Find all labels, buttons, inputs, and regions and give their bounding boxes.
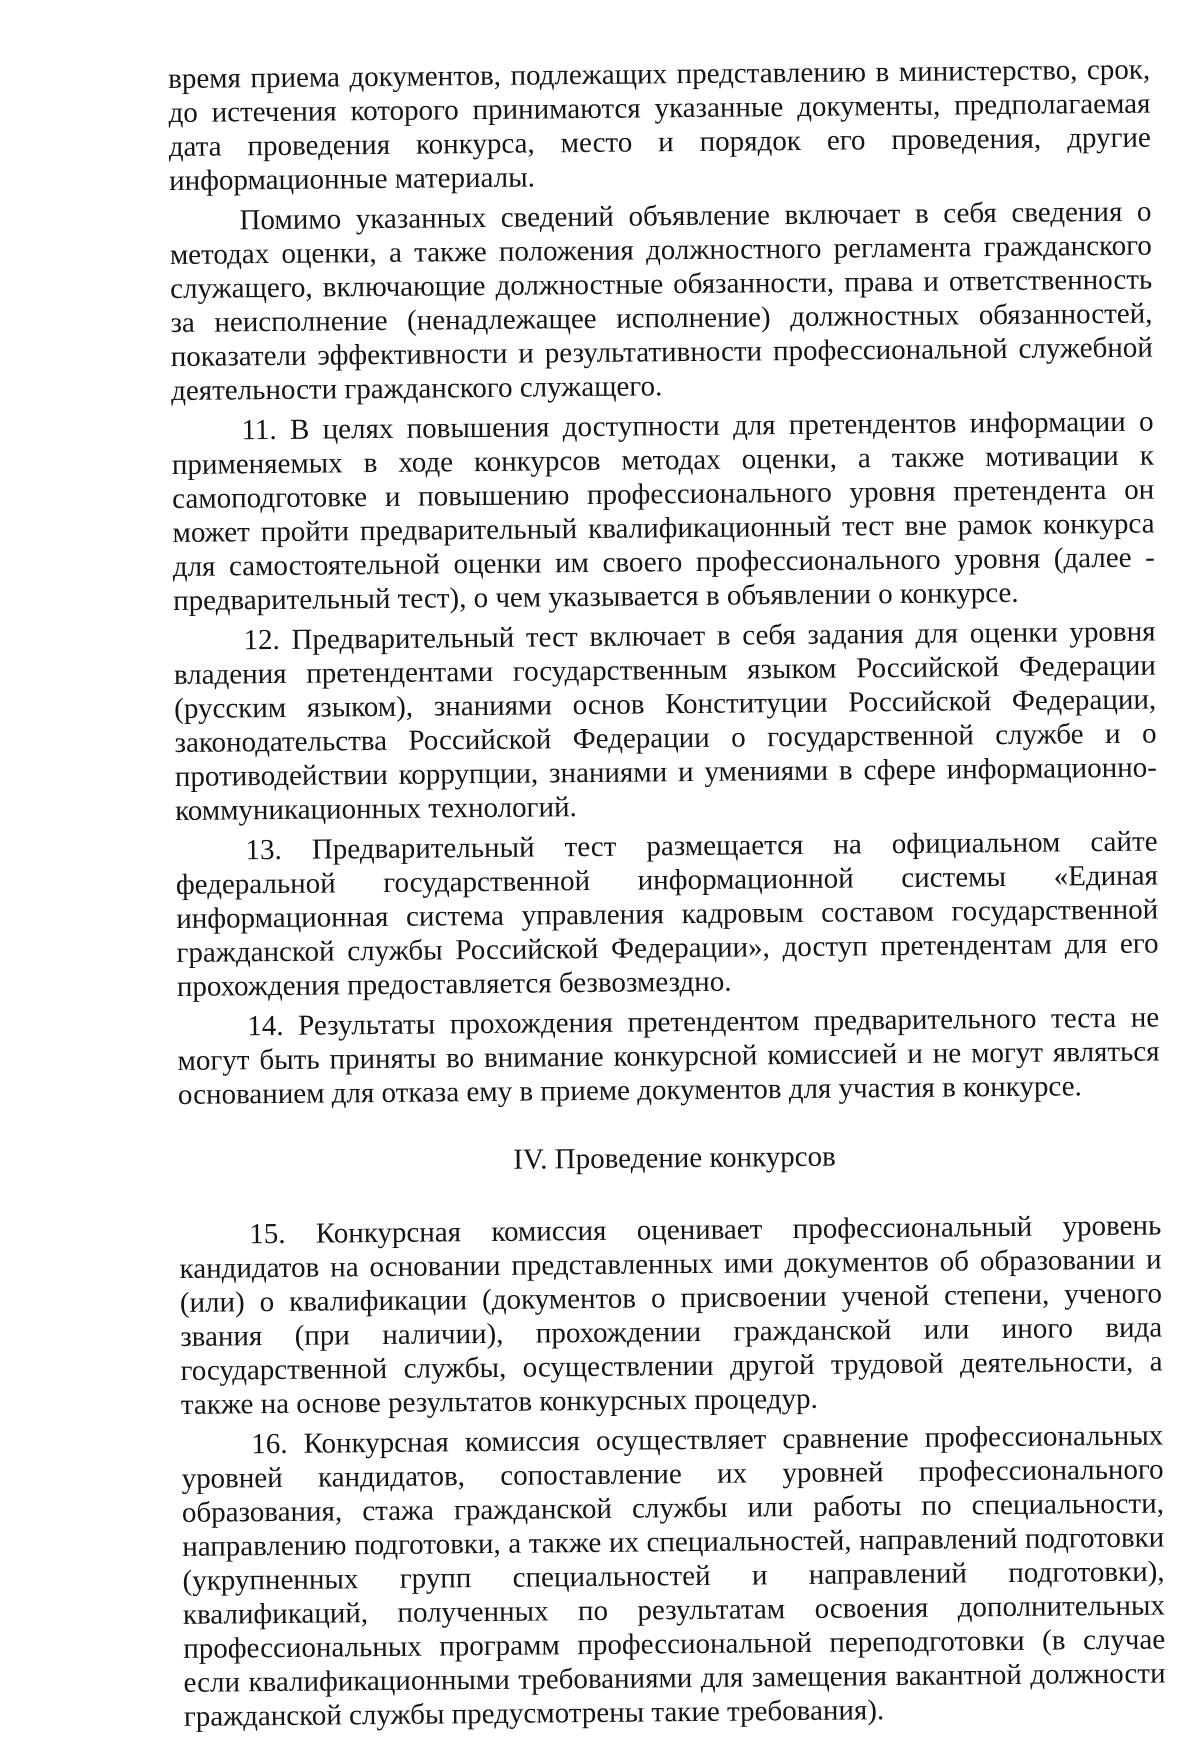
paragraph-announcement-details: время приема документов, подлежащих представлению в министерство, срок, до истечения которого принимаются указанные документы, предполагаемая дата проведения конкурса, место и порядок его проведения, другие информационные материалы. — [168, 53, 1151, 197]
paragraph-13: 13. Предварительный тест размещается на официальном сайте федеральной государственной информационной системы «Единая информационная система управления кадровым составом государственной гражданской службы Российской Федерации», доступ претендентам для его прохождения предоставляется безвозмездно. — [175, 825, 1159, 1003]
paragraph-16: 16. Конкурсная комиссия осуществляет сравнение профессиональных уровней кандидатов, сопоставление их уровней профессионального образования, стажа гражданской службы или работы по специальности, направлению подготовки, а также их специальностей, направлений подготовки (укрупненных групп специальностей и направлений подготовки), квалификаций, полученных по результатам освоения дополнительных профессиональных программ профессиональной переподготовки (в случае если квалификационными требованиями для замещения вакантной должности гражданской службы предусмотрены такие требования). — [181, 1419, 1166, 1733]
paragraph-evaluation-methods: Помимо указанных сведений объявление включает в себя сведения о методах оценки, а также положения должностного регламента гражданского служащего, включающие должностные обязанности, права и ответственность за неисполнение (ненадлежащее исполнение) должностных обязанностей, показатели эффективности и результативности профессиональной служебной деятельности гражданского служащего. — [169, 195, 1153, 407]
paragraph-14: 14. Результаты прохождения претендентом предварительного теста не могут быть приняты во внимание конкурсной комиссией и не могут являться основанием для отказа ему в приеме документов для участия в конкурсе. — [177, 1001, 1160, 1111]
document-page — [168, 53, 1166, 1740]
paragraph-15: 15. Конкурсная комиссия оценивает профессиональный уровень кандидатов на основании представленных ими документов об образовании и (или) о квалификации (документов о присвоении ученой степени, ученого звания (при наличии), прохождении гражданской или иного вида государственной службы, осуществлении другой трудовой деятельности, а также на основе результатов конкурсных процедур. — [179, 1209, 1163, 1421]
section-heading: IV. Проведение конкурсов — [513, 1140, 836, 1176]
paragraph-12: 12. Предварительный тест включает в себя задания для оценки уровня владения претендентами государственным языком Российской Федерации (русским языком), знаниями основ Конституции Российской Федерации, законодательства Российской Федерации о государственной службе и о противодействии коррупции, знаниями и умениями в сфере информационно-коммуникационных технологий. — [173, 615, 1157, 827]
paragraph-11: 11. В целях повышения доступности для претендентов информации о применяемых в ходе конкурсов методах оценки, а также мотивации к самоподготовке и повышению профессионального уровня претендента он может пройти предварительный квалификационный тест вне рамок конкурса для самостоятельной оценки им своего профессионального уровня (далее - предварительный тест), о чем указывается в объявлении о конкурсе. — [171, 405, 1155, 617]
